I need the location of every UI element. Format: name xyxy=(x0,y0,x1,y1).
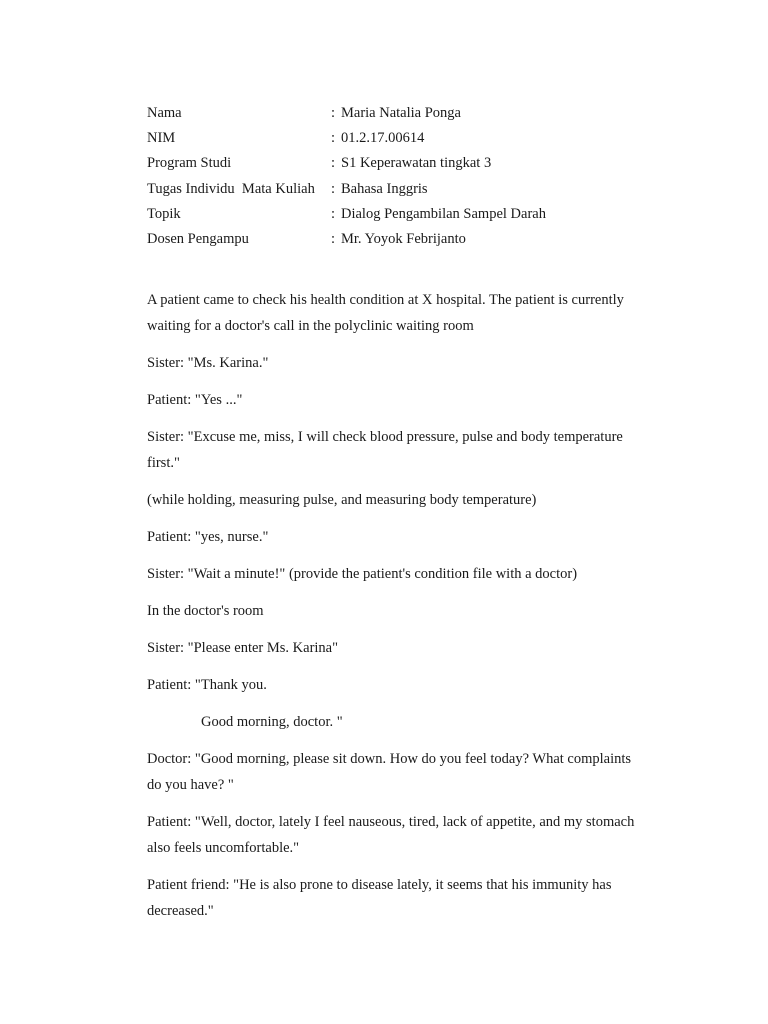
info-label: Program Studi xyxy=(147,155,232,172)
dialog-line: Sister: "Ms. Karina." xyxy=(147,355,269,371)
dialog-line-continued: Good morning, doctor. " xyxy=(201,714,343,730)
info-row-program-studi xyxy=(147,151,707,176)
info-value: Maria Natalia Ponga xyxy=(341,105,461,121)
info-colon: : xyxy=(331,205,336,222)
info-colon: : xyxy=(331,230,336,247)
dialog-body xyxy=(147,287,637,924)
info-value: S1 Keperawatan tingkat 3 xyxy=(341,155,492,172)
info-colon: : xyxy=(331,180,336,197)
stage-direction: (while holding, measuring pulse, and measuring body temperature) xyxy=(147,492,537,508)
info-value: Bahasa Inggris xyxy=(341,180,428,197)
info-label: Topik xyxy=(147,205,181,222)
dialog-line: Patient: "Thank you. xyxy=(147,677,267,693)
info-row-dosen xyxy=(147,227,707,252)
info-row-topik xyxy=(147,202,707,227)
info-row-nama xyxy=(147,101,707,126)
student-info-header xyxy=(147,101,707,252)
info-label: NIM xyxy=(147,130,176,147)
dialog-line: Patient friend: "He is also prone to disease lately, it seems that his immunity has decreased." xyxy=(147,877,612,919)
info-colon: : xyxy=(331,105,336,121)
info-label: Dosen Pengampu xyxy=(147,230,249,247)
dialog-line: Sister: "Wait a minute!" (provide the patient's condition file with a doctor) xyxy=(147,566,578,582)
dialog-line: Sister: "Please enter Ms. Karina" xyxy=(147,640,339,656)
dialog-line: Patient: "yes, nurse." xyxy=(147,529,269,545)
dialog-line: Sister: "Excuse me, miss, I will check blood pressure, pulse and body temperature first." xyxy=(147,429,623,471)
info-label: Nama xyxy=(147,105,182,121)
dialog-line: Doctor: "Good morning, please sit down. How do you feel today? What complaints do you have? " xyxy=(147,751,632,793)
dialog-line: Patient: "Yes ..." xyxy=(147,392,243,408)
intro-paragraph: A patient came to check his health condition at X hospital. The patient is currently waiting for a doctor's call in the polyclinic waiting room xyxy=(147,292,624,334)
dialog-line: Patient: "Well, doctor, lately I feel nauseous, tired, lack of appetite, and my stomach also feels uncomfortable." xyxy=(147,814,635,856)
scene-heading: In the doctor's room xyxy=(147,603,264,619)
info-colon: : xyxy=(331,130,336,147)
info-value: 01.2.17.00614 xyxy=(341,130,425,147)
info-value: Dialog Pengambilan Sampel Darah xyxy=(341,205,546,222)
info-row-nim xyxy=(147,126,707,151)
info-colon: : xyxy=(331,155,336,172)
info-label: Tugas Individu Mata Kuliah xyxy=(147,180,315,197)
info-row-mata-kuliah xyxy=(147,177,707,202)
info-value: Mr. Yoyok Febrijanto xyxy=(341,230,466,247)
